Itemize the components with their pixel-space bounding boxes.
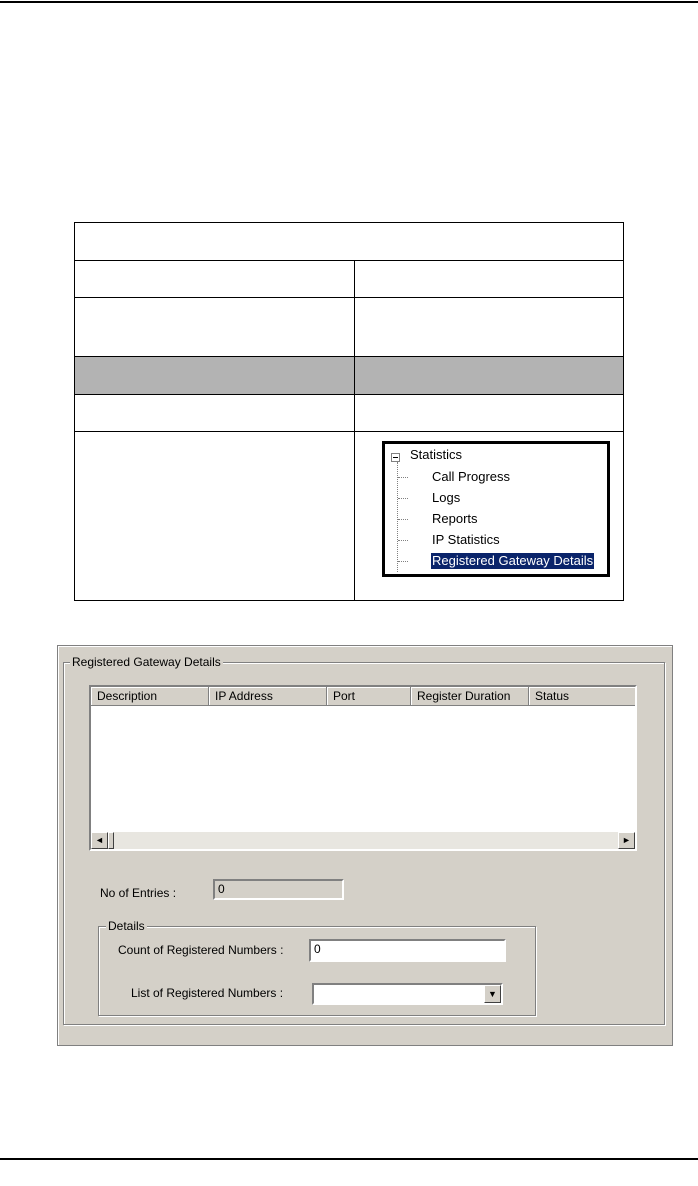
tree-item-reports[interactable]: Reports: [432, 511, 478, 526]
list-header: [91, 687, 635, 706]
gateway-list[interactable]: [89, 685, 637, 851]
chevron-down-icon[interactable]: ▼: [484, 985, 501, 1003]
registered-gateway-dialog: [57, 645, 673, 1046]
table-row-1: [75, 260, 623, 297]
entries-label: No of Entries :: [100, 886, 177, 900]
collapse-icon[interactable]: [391, 453, 400, 462]
list-registered-label: List of Registered Numbers :: [131, 986, 284, 1000]
tree-item-logs[interactable]: Logs: [432, 490, 461, 505]
bottom-rule: [0, 1158, 698, 1160]
tree-connector: [398, 561, 408, 562]
count-registered-label: Count of Registered Numbers :: [118, 943, 284, 957]
column-port[interactable]: Port: [327, 687, 411, 706]
scroll-thumb[interactable]: [108, 832, 114, 849]
scroll-left-icon[interactable]: ◄: [91, 832, 108, 849]
top-rule: [0, 1, 698, 3]
details-title: Details: [108, 919, 145, 933]
entries-count-field: 0: [213, 879, 344, 900]
column-ip-address[interactable]: IP Address: [209, 687, 327, 706]
tree-root-statistics[interactable]: Statistics: [410, 447, 463, 462]
table-column-divider: [354, 260, 355, 600]
tree-item-ip-statistics[interactable]: IP Statistics: [432, 532, 500, 547]
tree-connector: [398, 540, 408, 541]
table-row-4: [75, 394, 623, 431]
tree-connector: [397, 462, 398, 572]
column-register-duration[interactable]: Register Duration: [411, 687, 529, 706]
tree-connector: [398, 519, 408, 520]
tree-item-registered-gateway-details[interactable]: Registered Gateway Details: [432, 553, 594, 568]
column-status[interactable]: Status: [529, 687, 635, 706]
tree-connector: [398, 477, 408, 478]
registered-numbers-dropdown[interactable]: [312, 983, 503, 1005]
table-row-shaded: [75, 356, 623, 394]
table-row-2: [75, 297, 623, 356]
tree-connector: [398, 498, 408, 499]
navigation-tree: [382, 441, 610, 577]
tree-item-call-progress[interactable]: Call Progress: [432, 469, 511, 484]
count-registered-input[interactable]: 0: [309, 939, 506, 962]
column-description[interactable]: Description: [91, 687, 209, 706]
scroll-right-icon[interactable]: ►: [618, 832, 635, 849]
horizontal-scrollbar[interactable]: [91, 832, 635, 849]
group-title: Registered Gateway Details: [72, 655, 221, 669]
